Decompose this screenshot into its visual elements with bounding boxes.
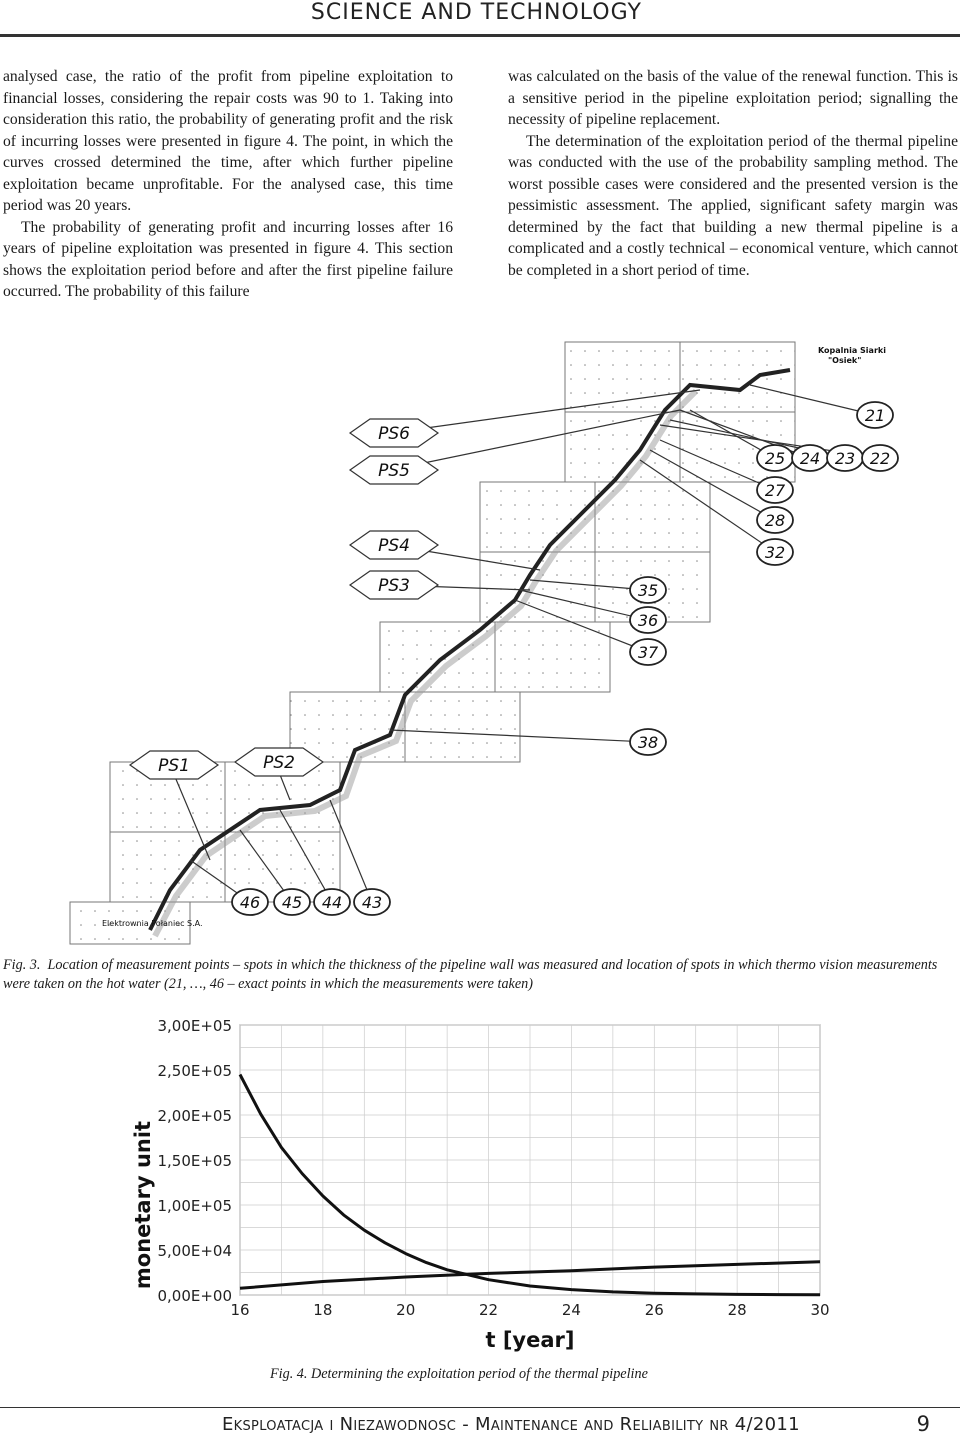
y-tick-label: 5,00E+04	[157, 1242, 232, 1260]
chart-y-axis-label: monetary unit	[131, 1120, 155, 1290]
y-tick-label: 2,00E+05	[157, 1107, 232, 1125]
x-tick-label: 16	[230, 1301, 250, 1319]
point-label: 27	[764, 481, 786, 500]
point-label: 32	[764, 543, 786, 562]
right-paragraph-1: was calculated on the basis of the value of the renewal function. This is a sensitive period in the pipeline exploitation period; signalling the necessity of pipeline replacement.	[508, 68, 958, 128]
point-label: 25	[764, 449, 786, 468]
map-text-mine: Kopalnia Siarki	[818, 346, 886, 355]
point-label: 24	[799, 449, 821, 468]
point-label: 38	[637, 733, 659, 752]
station-label: PS3	[378, 576, 410, 596]
section-title: SCIENCE AND TECHNOLOGY	[310, 0, 642, 25]
left-column	[3, 66, 453, 303]
point-label: 46	[239, 893, 261, 912]
map-sheet	[680, 342, 795, 412]
y-tick-label: 1,50E+05	[157, 1152, 232, 1170]
right-paragraph-2: The determination of the exploitation period of the thermal pipeline was conducted with the use of the probability sampling method. The worst possible cases were considered and the presented version is the pessimistic assessment. The applied, significant safety margin was determined by the fact that building a new thermal pipeline is a complicated and a costly technical – economical venture, which cannot be completed in a short period of time.	[508, 132, 958, 279]
point-label: 44	[321, 893, 343, 912]
point-label: 28	[764, 511, 786, 530]
station-label: PS5	[378, 461, 410, 481]
x-tick-label: 30	[810, 1301, 830, 1319]
footer-journal: Eksploatacja i Niezawodnosc - Maintenance and Reliability nr 4/2011	[222, 1414, 800, 1435]
station-label: PS2	[263, 753, 295, 773]
x-tick-label: 28	[727, 1301, 747, 1319]
map-sheet	[405, 692, 520, 762]
station-label: PS4	[378, 536, 410, 556]
right-column	[508, 66, 958, 281]
point-label: 35	[637, 581, 659, 600]
footer-rule	[0, 1407, 960, 1408]
page-header	[0, 0, 960, 40]
y-tick-label: 1,00E+05	[157, 1197, 232, 1215]
left-paragraph-1: analysed case, the ratio of the profit from pipeline exploitation to financial losses, considering the repair costs was 90 to 1. Taking into consideration this ratio, the probability of generating profit and the risk of incurring losses were presented in figure 4. The point, in which the curves crossed determined the time, after which further pipeline exploitation became unprofitable. For the analysed case, this time period was 20 years.	[3, 68, 453, 214]
map-text-mine-name: "Osiek"	[828, 356, 862, 365]
point-label: 21	[864, 406, 886, 425]
chart-x-axis-label: t [year]	[485, 1328, 575, 1352]
station-label: PS6	[378, 424, 410, 444]
figure4-caption: Fig. 4. Determining the exploitation period of the thermal pipeline	[270, 1366, 648, 1382]
chart-grid	[240, 1025, 820, 1295]
x-tick-label: 26	[644, 1301, 664, 1319]
exploitation-period-chart	[120, 1005, 840, 1355]
point-label: 23	[834, 449, 856, 468]
figure3-caption	[3, 956, 958, 994]
x-tick-label: 18	[313, 1301, 333, 1319]
point-label: 22	[869, 449, 891, 468]
y-tick-label: 2,50E+05	[157, 1062, 232, 1080]
x-tick-label: 20	[396, 1301, 416, 1319]
map-sheet	[495, 622, 610, 692]
page-number: 9	[916, 1412, 930, 1436]
station-label: PS1	[158, 756, 190, 776]
map-text-power-plant: Elektrownia Połaniec S.A.	[102, 919, 203, 928]
figure3-caption-label: Fig. 3.	[3, 957, 41, 973]
y-tick-label: 0,00E+00	[157, 1287, 232, 1305]
figure3-caption-text: Location of measurement points – spots in which the thickness of the pipeline wall was measured and location of spots in which thermo vision measurements were taken on the hot water (21, …, 46 – exact points in which the measurements were taken)	[3, 957, 938, 992]
chart-y-tick-labels	[157, 1017, 232, 1305]
point-label: 36	[637, 611, 659, 630]
point-label: 37	[637, 643, 659, 662]
point-label: 43	[361, 893, 383, 912]
x-tick-label: 24	[561, 1301, 581, 1319]
point-label: 45	[281, 893, 303, 912]
y-tick-label: 3,00E+05	[157, 1017, 232, 1035]
chart-x-tick-labels	[230, 1301, 829, 1319]
pipeline-map-figure	[60, 330, 960, 950]
map-sheet	[565, 342, 680, 412]
left-paragraph-2: The probability of generating profit and incurring losses after 16 years of pipeline exploitation was presented in figure 4. This section shows the exploitation period before and after the first pipeline failure occurred. The probability of this failure	[3, 218, 453, 300]
x-tick-label: 22	[479, 1301, 499, 1319]
header-rule	[0, 34, 960, 37]
